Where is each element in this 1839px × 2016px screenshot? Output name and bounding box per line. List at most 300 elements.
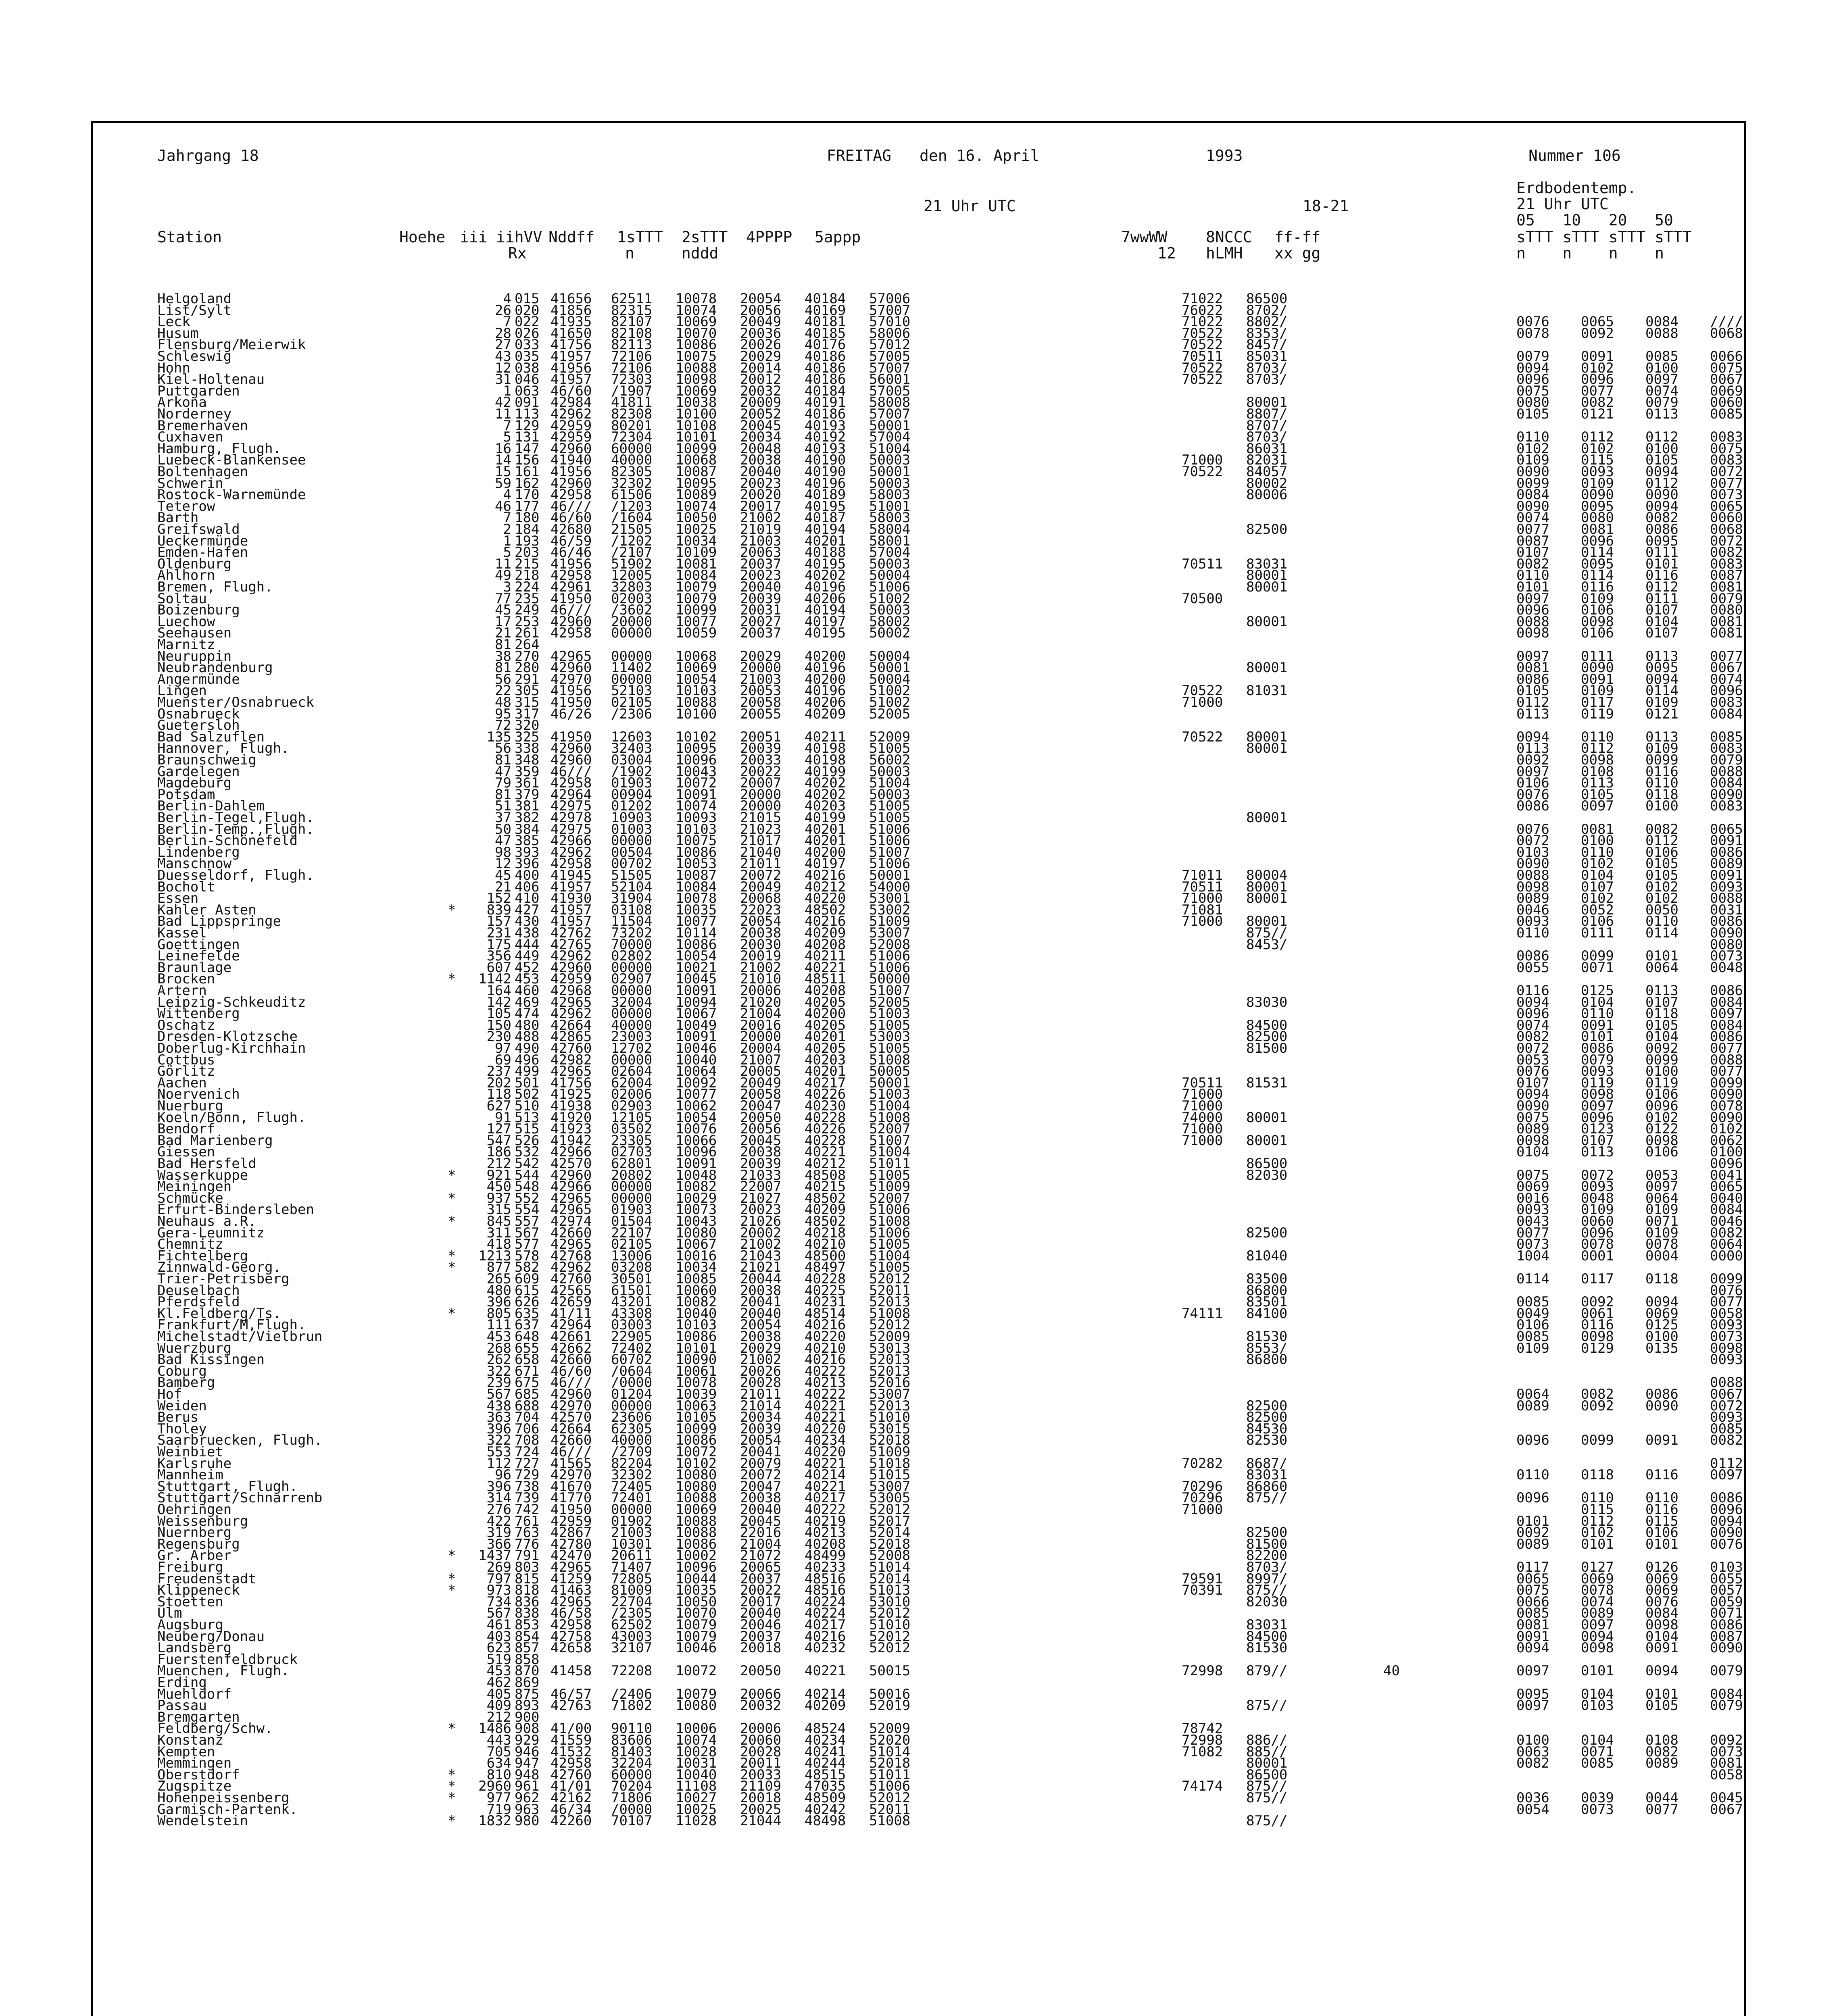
nddff-value: 01903 bbox=[611, 1202, 653, 1218]
iihvv-value: 42959 bbox=[550, 417, 592, 434]
c8-value: 80001 bbox=[1246, 613, 1288, 630]
mountain-marker: * bbox=[448, 1778, 456, 1795]
nddff-value: 51505 bbox=[611, 867, 653, 883]
soil-10-value: 0109 bbox=[1581, 683, 1614, 699]
station-name: Rostock-Warnemünde bbox=[157, 487, 306, 503]
mountain-marker: * bbox=[448, 902, 456, 918]
t1-value: 10061 bbox=[676, 1363, 717, 1379]
soil-20-value: 0069 bbox=[1645, 1305, 1678, 1322]
a5-value: 51005 bbox=[869, 810, 911, 826]
station-name: Ulm bbox=[157, 1605, 182, 1622]
nddff-value: 12702 bbox=[611, 1040, 653, 1056]
c8-value: 80006 bbox=[1246, 487, 1288, 503]
table-row bbox=[157, 775, 1743, 791]
soil-50-value: 0087 bbox=[1710, 1628, 1743, 1645]
iihvv-value: 41670 bbox=[550, 1478, 592, 1495]
nddff-value: 82107 bbox=[611, 314, 653, 330]
soil-10-value: 0117 bbox=[1581, 694, 1614, 710]
iihvv-value: 42964 bbox=[550, 786, 592, 803]
iihvv-value: 41923 bbox=[550, 1121, 592, 1137]
table-row bbox=[157, 1547, 1730, 1564]
w7-value: 70282 bbox=[1182, 1455, 1223, 1472]
soil-05-value: 0099 bbox=[1516, 475, 1549, 492]
t2-value: 20056 bbox=[740, 1121, 782, 1137]
station-name: Bendorf bbox=[157, 1121, 215, 1137]
p4-value: 48511 bbox=[805, 971, 846, 987]
nddff-value: 12105 bbox=[611, 1109, 653, 1126]
station-name: Neuruppin bbox=[157, 648, 232, 664]
soil-05-value: 0079 bbox=[1516, 348, 1549, 364]
hoehe-value: 7 bbox=[503, 417, 511, 434]
soil-20-value: 0090 bbox=[1645, 487, 1678, 503]
hoehe-value: 212 bbox=[486, 1709, 511, 1725]
station-name: Deuselbach bbox=[157, 1282, 240, 1299]
t2-value: 21020 bbox=[740, 994, 782, 1010]
iii-value: 215 bbox=[515, 556, 540, 572]
iihvv-value: 41957 bbox=[550, 879, 592, 895]
nddff-value: 60702 bbox=[611, 1352, 653, 1368]
soil-10-value: 0107 bbox=[1581, 1132, 1614, 1149]
a5-value: 51008 bbox=[869, 1213, 911, 1229]
t2-value: 20029 bbox=[740, 648, 782, 664]
table-row bbox=[157, 348, 1743, 364]
hoehe-value: 805 bbox=[486, 1305, 511, 1322]
p4-value: 40212 bbox=[805, 879, 846, 895]
soil-10-value: 0104 bbox=[1581, 1732, 1614, 1748]
t1-value: 10087 bbox=[676, 464, 717, 480]
a5-value: 52009 bbox=[869, 729, 911, 745]
p4-value: 40226 bbox=[805, 1121, 846, 1137]
iii-value: 738 bbox=[515, 1478, 540, 1495]
p4-value: 40225 bbox=[805, 1282, 846, 1299]
t2-value: 20017 bbox=[740, 1593, 782, 1610]
soil-05-value: 0082 bbox=[1516, 1029, 1549, 1045]
t2-value: 20039 bbox=[740, 1420, 782, 1437]
station-name: Leck bbox=[157, 314, 190, 330]
soil-05-value: 0080 bbox=[1516, 394, 1549, 411]
hoehe-value: 43 bbox=[495, 348, 511, 364]
t2-value: 20032 bbox=[740, 1697, 782, 1714]
p4-value: 40213 bbox=[805, 1375, 846, 1391]
table-row bbox=[157, 1455, 1743, 1472]
iihvv-value: 42768 bbox=[550, 1248, 592, 1264]
nddff-value: 82315 bbox=[611, 302, 653, 319]
soil-20-value: 0094 bbox=[1645, 464, 1678, 480]
c8-value: 879// bbox=[1246, 1663, 1288, 1679]
iii-value: 704 bbox=[515, 1409, 540, 1426]
iihvv-value: 42966 bbox=[550, 833, 592, 849]
t1-value: 10114 bbox=[676, 925, 717, 941]
soil-10-value: 0101 bbox=[1581, 1663, 1614, 1679]
a5-value: 57006 bbox=[869, 291, 911, 307]
table-row bbox=[157, 360, 1743, 376]
table-row bbox=[157, 925, 1743, 941]
t2-value: 20011 bbox=[740, 1755, 782, 1772]
soil-05-value: 0116 bbox=[1516, 983, 1549, 999]
iii-value: 147 bbox=[515, 440, 540, 457]
t2-value: 20038 bbox=[740, 1144, 782, 1160]
nddff-value: 51902 bbox=[611, 556, 653, 572]
station-name: Gera-Leumnitz bbox=[157, 1225, 265, 1241]
iihvv-value: 41935 bbox=[550, 314, 592, 330]
table-row bbox=[157, 1052, 1743, 1068]
nddff-value: 32107 bbox=[611, 1640, 653, 1656]
soil-20-value: 0110 bbox=[1645, 1490, 1678, 1506]
iii-value: 063 bbox=[515, 383, 540, 399]
soil-20-value: 0079 bbox=[1645, 394, 1678, 411]
nddff-value: /1907 bbox=[611, 383, 653, 399]
soil-10-value: 0106 bbox=[1581, 602, 1614, 619]
p4-value: 40221 bbox=[805, 1478, 846, 1495]
soil-20-value: 0102 bbox=[1645, 1109, 1678, 1126]
c8-value: 84530 bbox=[1246, 1420, 1288, 1437]
weather-report-page bbox=[91, 121, 1746, 2016]
hoehe-value: 47 bbox=[495, 763, 511, 780]
iihvv-value: 42965 bbox=[550, 1593, 592, 1610]
w7-value: 70522 bbox=[1182, 729, 1223, 745]
nddff-value: 72401 bbox=[611, 1490, 653, 1506]
p4-value: 40208 bbox=[805, 1536, 846, 1552]
a5-value: 51005 bbox=[869, 1236, 911, 1253]
a5-value: 51003 bbox=[869, 1086, 911, 1103]
soil-20-value: 0111 bbox=[1645, 544, 1678, 561]
w7-value: 71000 bbox=[1182, 1086, 1223, 1103]
soil-50-value: 0072 bbox=[1710, 1397, 1743, 1414]
iihvv-value: 41463 bbox=[550, 1582, 592, 1599]
soil-20-value: 0115 bbox=[1645, 1513, 1678, 1529]
c8-value: 82500 bbox=[1246, 1409, 1288, 1426]
hoehe-value: 396 bbox=[486, 1420, 511, 1437]
iii-value: 609 bbox=[515, 1271, 540, 1287]
p4-value: 40216 bbox=[805, 1317, 846, 1333]
p4-value: 40189 bbox=[805, 487, 846, 503]
iii-value: 359 bbox=[515, 763, 540, 780]
station-name: Zinnwald-Georg. bbox=[157, 1259, 281, 1276]
soil-10-value: 0111 bbox=[1581, 925, 1614, 941]
soil-20-value: 0082 bbox=[1645, 821, 1678, 837]
col-nddff: Nddff bbox=[548, 228, 595, 246]
a5-value: 50004 bbox=[869, 648, 911, 664]
hoehe-value: 921 bbox=[486, 1167, 511, 1183]
soil-05-value: 0064 bbox=[1516, 1386, 1549, 1402]
table-row bbox=[157, 1697, 1743, 1714]
a5-value: 51011 bbox=[869, 1156, 911, 1172]
t2-value: 20027 bbox=[740, 613, 782, 630]
station-name: Potsdam bbox=[157, 786, 215, 803]
soil-50-value: 0099 bbox=[1710, 1271, 1743, 1287]
table-row bbox=[157, 1167, 1743, 1183]
iii-value: 218 bbox=[515, 567, 540, 584]
soil-10-value: 0096 bbox=[1581, 1109, 1614, 1126]
p4-value: 40241 bbox=[805, 1743, 846, 1760]
c8-value: 86860 bbox=[1246, 1478, 1288, 1495]
a5-value: 51006 bbox=[869, 579, 911, 595]
soil-20-value: 0100 bbox=[1645, 1329, 1678, 1345]
a5-value: 51002 bbox=[869, 694, 911, 710]
table-row bbox=[157, 325, 1743, 342]
soil-20-value: 0077 bbox=[1645, 1801, 1678, 1818]
t2-value: 20045 bbox=[740, 417, 782, 434]
soil-05-value: 0082 bbox=[1516, 1755, 1549, 1772]
soil-50-value: 0060 bbox=[1710, 394, 1743, 411]
iii-value: 548 bbox=[515, 1179, 540, 1195]
soil-05-value: 0054 bbox=[1516, 1801, 1549, 1818]
table-row bbox=[157, 1593, 1743, 1610]
iii-value: 791 bbox=[515, 1547, 540, 1564]
p4-value: 40226 bbox=[805, 1086, 846, 1103]
iii-value: 224 bbox=[515, 579, 540, 595]
station-name: Helgoland bbox=[157, 291, 232, 307]
hoehe-value: 11 bbox=[495, 406, 511, 422]
a5-value: 52018 bbox=[869, 1536, 911, 1552]
hoehe-value: 480 bbox=[486, 1282, 511, 1299]
soil-20-value: 0110 bbox=[1645, 775, 1678, 791]
nddff-value: 72402 bbox=[611, 1340, 653, 1356]
iii-value: 961 bbox=[515, 1778, 540, 1795]
w7-value: 71000 bbox=[1182, 1121, 1223, 1137]
a5-value: 50015 bbox=[869, 1663, 911, 1679]
nddff-value: 72303 bbox=[611, 371, 653, 388]
table-row bbox=[157, 1317, 1743, 1333]
a5-value: 51007 bbox=[869, 983, 911, 999]
iihvv-value: 42975 bbox=[550, 821, 592, 837]
hoehe-value: 105 bbox=[486, 1006, 511, 1022]
a5-value: 53005 bbox=[869, 1490, 911, 1506]
hoehe-value: 4 bbox=[503, 291, 511, 307]
soil-10-value: 0097 bbox=[1581, 798, 1614, 814]
soil-05-value: 0075 bbox=[1516, 383, 1549, 399]
table-row bbox=[157, 510, 1743, 526]
station-name: Bamberg bbox=[157, 1375, 215, 1391]
iii-value: 381 bbox=[515, 798, 540, 814]
soil-10-value: 0091 bbox=[1581, 1017, 1614, 1033]
iihvv-value: 41956 bbox=[550, 556, 592, 572]
period-label: 18-21 bbox=[1303, 197, 1349, 215]
station-name: Saarbruecken, Flugh. bbox=[157, 1432, 323, 1449]
t2-value: 20038 bbox=[740, 1329, 782, 1345]
iihvv-value: 41559 bbox=[550, 1732, 592, 1748]
nddff-value: 20000 bbox=[611, 613, 653, 630]
soil-05-value: 0096 bbox=[1516, 1432, 1549, 1449]
soil-05-value: 0098 bbox=[1516, 1132, 1549, 1149]
a5-value: 52020 bbox=[869, 1732, 911, 1748]
soil-50-value: 0065 bbox=[1710, 1179, 1743, 1195]
a5-value: 52007 bbox=[869, 1121, 911, 1137]
t2-value: 21040 bbox=[740, 844, 782, 860]
table-row bbox=[157, 1236, 1743, 1253]
soil-20-value: 0078 bbox=[1645, 1236, 1678, 1253]
t1-value: 10059 bbox=[676, 625, 717, 641]
table-row bbox=[157, 406, 1743, 422]
station-name: Bremen, Flugh. bbox=[157, 579, 273, 595]
table-row bbox=[157, 786, 1743, 803]
station-name: Meiningen bbox=[157, 1179, 232, 1195]
iihvv-value: 42162 bbox=[550, 1790, 592, 1806]
nddff-value: 60000 bbox=[611, 440, 653, 457]
soil-50-value: 0069 bbox=[1710, 383, 1743, 399]
nddff-value: 71407 bbox=[611, 1559, 653, 1575]
soil-20-value: 0091 bbox=[1645, 1640, 1678, 1656]
soil-20-value: 0113 bbox=[1645, 648, 1678, 664]
soil-10-value: 0119 bbox=[1581, 706, 1614, 722]
hoehe-value: 142 bbox=[486, 994, 511, 1010]
station-name: Wasserkuppe bbox=[157, 1167, 248, 1183]
t2-value: 22007 bbox=[740, 1179, 782, 1195]
t2-value: 20040 bbox=[740, 1502, 782, 1518]
soil-50-value: 0086 bbox=[1710, 913, 1743, 930]
p4-value: 40228 bbox=[805, 1109, 846, 1126]
soil-20-value: 0092 bbox=[1645, 1040, 1678, 1056]
soil-50-value: 0085 bbox=[1710, 729, 1743, 745]
soil-50-value: 0090 bbox=[1710, 1640, 1743, 1656]
t2-value: 20033 bbox=[740, 752, 782, 768]
soil-50-value: 0093 bbox=[1710, 1409, 1743, 1426]
iii-value: 131 bbox=[515, 429, 540, 446]
col-hoehe: Hoehe bbox=[399, 228, 446, 246]
t1-value: 10095 bbox=[676, 475, 717, 492]
soil-20-value: 0104 bbox=[1645, 1029, 1678, 1045]
t1-value: 10080 bbox=[676, 1225, 717, 1241]
iii-value: 193 bbox=[515, 533, 540, 549]
soil-20-value: 0094 bbox=[1645, 1663, 1678, 1679]
a5-value: 51002 bbox=[869, 683, 911, 699]
station-name: Leipzig-Schkeuditz bbox=[157, 994, 306, 1010]
iihvv-value: 42960 bbox=[550, 475, 592, 492]
soil-05-value: 0105 bbox=[1516, 683, 1549, 699]
iii-value: 655 bbox=[515, 1340, 540, 1356]
nddff-value: 83606 bbox=[611, 1732, 653, 1748]
table-row bbox=[157, 1559, 1743, 1575]
iihvv-value: 42960 bbox=[550, 959, 592, 976]
station-name: Leinefelde bbox=[157, 948, 240, 964]
t2-value: 20056 bbox=[740, 302, 782, 319]
nddff-value: /2305 bbox=[611, 1605, 653, 1622]
iihvv-value: 41/01 bbox=[550, 1778, 592, 1795]
p4-value: 40209 bbox=[805, 1202, 846, 1218]
soil-10-value: 0082 bbox=[1581, 1386, 1614, 1402]
iihvv-value: 42970 bbox=[550, 671, 592, 687]
soil-20-value: 0108 bbox=[1645, 1732, 1678, 1748]
iii-value: 382 bbox=[515, 810, 540, 826]
t1-value: 10082 bbox=[676, 1294, 717, 1310]
t1-value: 10091 bbox=[676, 1156, 717, 1172]
t2-value: 20009 bbox=[740, 394, 782, 411]
p4-value: 40228 bbox=[805, 1132, 846, 1149]
soil-10-value: 0125 bbox=[1581, 983, 1614, 999]
table-row bbox=[157, 417, 1730, 434]
t1-value: 10084 bbox=[676, 567, 717, 584]
a5-value: 52009 bbox=[869, 1720, 911, 1737]
soil-50-value: 0084 bbox=[1710, 994, 1743, 1010]
nddff-value: 00000 bbox=[611, 1190, 653, 1206]
soil-05-value: 0094 bbox=[1516, 1640, 1549, 1656]
p4-value: 40196 bbox=[805, 475, 846, 492]
soil-20-value: 0069 bbox=[1645, 1582, 1678, 1599]
t2-value: 20040 bbox=[740, 579, 782, 595]
soil-10-value: 0116 bbox=[1581, 1317, 1614, 1333]
hoehe-value: 311 bbox=[486, 1225, 511, 1241]
iihvv-value: 42470 bbox=[550, 1547, 592, 1564]
a5-value: 51005 bbox=[869, 1017, 911, 1033]
soil-50-value: 0073 bbox=[1710, 1329, 1743, 1345]
soil-50-value: 0046 bbox=[1710, 1213, 1743, 1229]
iihvv-value: 41950 bbox=[550, 590, 592, 607]
iii-value: 853 bbox=[515, 1617, 540, 1633]
table-row bbox=[157, 1144, 1743, 1160]
t2-value: 22016 bbox=[740, 1524, 782, 1541]
ff-value: 40 bbox=[1383, 1663, 1400, 1679]
soil-50-value: 0090 bbox=[1710, 925, 1743, 941]
nddff-value: 00000 bbox=[611, 625, 653, 641]
iihvv-value: 41/11 bbox=[550, 1305, 592, 1322]
iii-value: 875 bbox=[515, 1686, 540, 1702]
station-name: Coburg bbox=[157, 1363, 207, 1379]
soil-10-value: 0098 bbox=[1581, 1640, 1614, 1656]
soil-10-value: 0114 bbox=[1581, 544, 1614, 561]
soil-05-value: 0114 bbox=[1516, 1271, 1549, 1287]
a5-value: 53007 bbox=[869, 925, 911, 941]
soil-50-value: 0077 bbox=[1710, 648, 1743, 664]
c8-value: 885// bbox=[1246, 1743, 1288, 1760]
station-name: Braunlage bbox=[157, 959, 232, 976]
soil-20-value: 0111 bbox=[1645, 590, 1678, 607]
table-row bbox=[157, 1467, 1743, 1483]
soil-10-value: 0085 bbox=[1581, 1755, 1614, 1772]
iii-value: 946 bbox=[515, 1743, 540, 1760]
a5-value: 51009 bbox=[869, 1179, 911, 1195]
t2-value: 20039 bbox=[740, 590, 782, 607]
iii-value: 501 bbox=[515, 1075, 540, 1091]
p4-value: 40194 bbox=[805, 602, 846, 619]
a5-value: 52018 bbox=[869, 1432, 911, 1449]
soil-50-value: 0093 bbox=[1710, 1352, 1743, 1368]
soil-05-value: 0105 bbox=[1516, 406, 1549, 422]
w7-value: 71000 bbox=[1182, 1502, 1223, 1518]
w7-value: 71000 bbox=[1182, 452, 1223, 469]
nddff-value: 90110 bbox=[611, 1720, 653, 1737]
table-row bbox=[157, 339, 1730, 351]
table-row bbox=[157, 394, 1743, 411]
soil-10-value: 0102 bbox=[1581, 440, 1614, 457]
soil-20-value: 0109 bbox=[1645, 694, 1678, 710]
col-7wwww: 7wwWW bbox=[1121, 228, 1168, 246]
station-name: Pferdsfeld bbox=[157, 1294, 240, 1310]
c8-value: 8687/ bbox=[1246, 1455, 1288, 1472]
iihvv-value: 42570 bbox=[550, 1409, 592, 1426]
a5-value: 51004 bbox=[869, 1098, 911, 1114]
nddff-value: 80201 bbox=[611, 417, 653, 434]
hoehe-value: 7 bbox=[503, 314, 511, 330]
col-1sttt: 1sTTT bbox=[617, 228, 663, 246]
table-row bbox=[157, 1190, 1743, 1206]
nddff-value: 43201 bbox=[611, 1294, 653, 1310]
w7-value: 70511 bbox=[1182, 348, 1223, 364]
table-row bbox=[157, 1017, 1743, 1033]
iihvv-value: 42960 bbox=[550, 440, 592, 457]
t2-value: 20026 bbox=[740, 1363, 782, 1379]
table-row bbox=[157, 293, 1730, 305]
t1-value: 10091 bbox=[676, 786, 717, 803]
p4-value: 40208 bbox=[805, 983, 846, 999]
table-row bbox=[157, 1709, 1730, 1725]
nddff-value: 82305 bbox=[611, 464, 653, 480]
iii-value: 317 bbox=[515, 706, 540, 722]
soil-05-value: 0098 bbox=[1516, 625, 1549, 641]
p4-value: 40230 bbox=[805, 1098, 846, 1114]
a5-value: 53001 bbox=[869, 890, 911, 907]
a5-value: 51006 bbox=[869, 948, 911, 964]
soil-50-value: 0062 bbox=[1710, 1132, 1743, 1149]
